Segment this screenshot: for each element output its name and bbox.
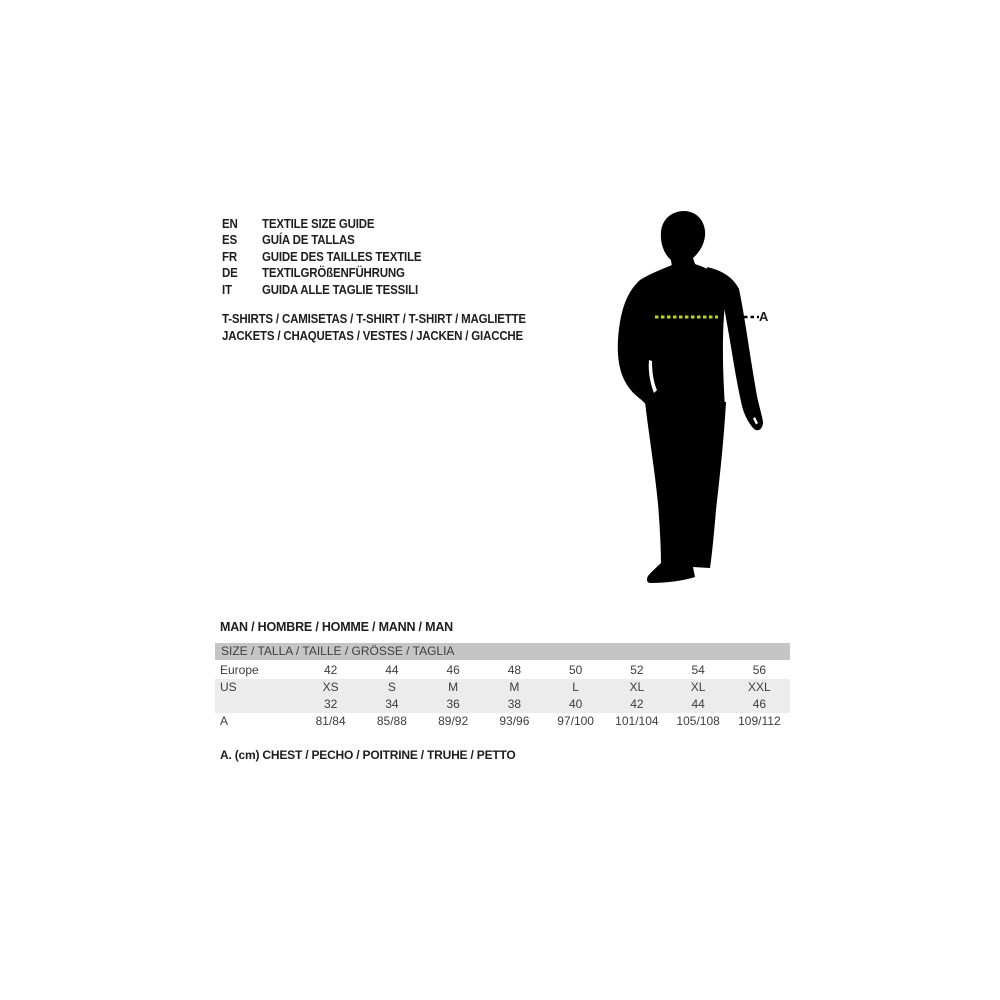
size-cell: 56	[752, 663, 767, 677]
size-cell: 105/108	[676, 714, 720, 728]
size-cell: M	[448, 680, 459, 694]
product-line-jackets: JACKETS / CHAQUETAS / VESTES / JACKEN / GIACCHE	[222, 328, 524, 343]
size-cell: 36	[446, 697, 460, 711]
language-row-fr	[222, 249, 435, 265]
product-line-tshirts: T-SHIRTS / CAMISETAS / T-SHIRT / T-SHIRT / MAGLIETTE	[222, 312, 526, 326]
language-row-en	[222, 216, 435, 232]
size-cell: 34	[385, 697, 399, 711]
language-title: GUIDE DES TAILLES TEXTILE	[262, 249, 422, 264]
size-cell: 50	[568, 663, 583, 677]
size-cell: 85/88	[376, 714, 407, 728]
language-list	[222, 216, 435, 298]
language-row-de	[222, 265, 435, 281]
row-label: Europe	[220, 663, 259, 677]
product-categories	[222, 311, 552, 345]
size-cell: 81/84	[315, 714, 346, 728]
table-row-us	[215, 679, 790, 696]
size-cell: 97/100	[557, 714, 594, 728]
size-table-header: SIZE / TALLA / TAILLE / GRÖSSE / TAGLIA	[215, 643, 790, 660]
size-cell: 32	[323, 697, 338, 711]
size-cell: XL	[690, 680, 706, 694]
man-silhouette-figure	[615, 210, 775, 600]
table-row-europe	[215, 662, 790, 679]
size-table	[215, 643, 790, 730]
size-cell: 42	[323, 663, 338, 677]
table-row-numeric	[215, 696, 790, 713]
size-cell: 109/112	[738, 714, 781, 728]
language-code: DE	[222, 266, 238, 281]
size-cell: 52	[630, 663, 644, 677]
size-cell: M	[509, 680, 520, 694]
row-label	[215, 696, 300, 713]
language-row-es	[222, 232, 435, 248]
size-cell: 42	[630, 697, 644, 711]
size-cell: 46	[446, 663, 460, 677]
language-code: EN	[222, 217, 238, 231]
row-label: US	[220, 680, 237, 694]
measurement-label-a: A	[759, 309, 769, 324]
gender-heading: MAN / HOMBRE / HOMME / MANN / MAN	[220, 620, 453, 634]
size-cell: 89/92	[438, 714, 469, 728]
language-code: ES	[222, 233, 237, 248]
size-cell: L	[572, 680, 579, 694]
size-cell: 38	[507, 697, 522, 711]
size-cell: 44	[385, 663, 399, 677]
measurement-note: A. (cm) CHEST / PECHO / POITRINE / TRUHE / PETTO	[220, 748, 516, 762]
size-cell: 48	[507, 663, 522, 677]
size-cell: 101/104	[615, 714, 659, 728]
table-row-chest-cm	[215, 713, 790, 730]
size-cell: XL	[629, 680, 645, 694]
language-title: TEXTILE SIZE GUIDE	[262, 217, 375, 231]
language-title: GUÍA DE TALLAS	[262, 233, 355, 248]
size-cell: 46	[752, 697, 767, 711]
man-silhouette-icon	[615, 210, 775, 600]
language-code: FR	[222, 249, 237, 264]
size-cell: 44	[691, 697, 705, 711]
size-cell: 54	[691, 663, 705, 677]
language-title: GUIDA ALLE TAGLIE TESSILI	[262, 282, 418, 297]
size-cell: 40	[568, 697, 583, 711]
size-cell: S	[387, 680, 396, 694]
size-cell: XS	[322, 680, 339, 694]
size-cell: XXL	[748, 680, 771, 694]
language-code: IT	[222, 282, 232, 297]
language-row-it	[222, 282, 435, 298]
size-cell: 93/96	[499, 714, 530, 728]
language-title: TEXTILGRÖßENFÜHRUNG	[262, 266, 405, 281]
row-label: A	[220, 714, 229, 728]
